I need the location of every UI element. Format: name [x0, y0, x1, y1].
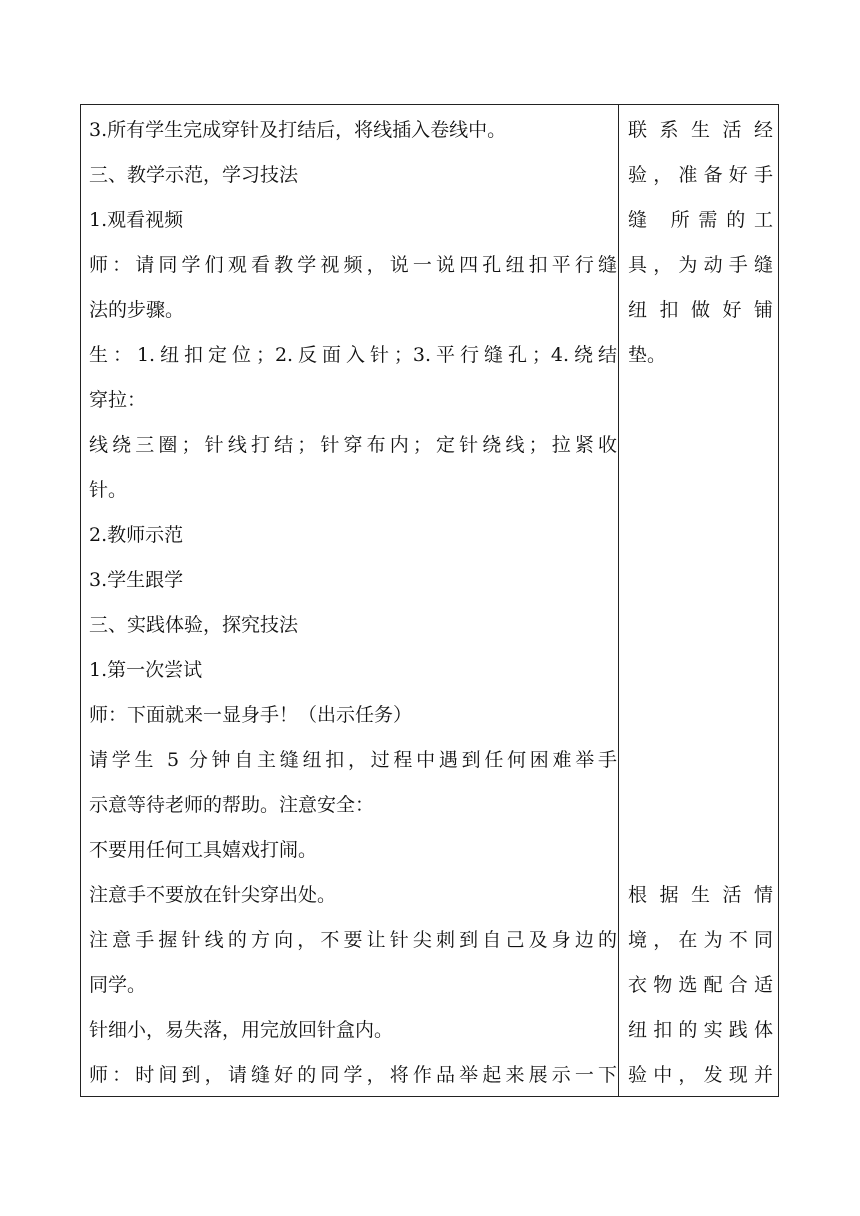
right-note-2-line-5: 验中，发现并: [628, 1064, 773, 1086]
right-note-2-line-4: 纽扣的实践体: [628, 1019, 773, 1041]
right-note-2-line-3: 衣物选配合适: [628, 974, 773, 996]
right-note-1-line-6: 垫。: [628, 344, 667, 366]
right-note-1-line-1: 联系生活经: [628, 119, 773, 141]
left-line-5: 法的步骤。: [89, 299, 185, 321]
left-line-18: 注意手不要放在针尖穿出处。: [89, 884, 337, 906]
left-line-6: 生：1.纽扣定位；2.反面入针；3.平行缝孔；4.绕结: [89, 344, 617, 366]
right-note-1-line-4: 具，为动手缝: [628, 254, 773, 276]
right-note-2-line-2: 境，在为不同: [628, 929, 773, 951]
left-line-1: 3.所有学生完成穿针及打结后，将线插入卷线中。: [89, 119, 507, 141]
right-note-1-line-3: 缝 所需的工: [628, 209, 773, 231]
left-line-17: 不要用任何工具嬉戏打闹。: [89, 839, 318, 861]
left-line-13: 1.第一次尝试: [89, 659, 203, 681]
left-line-8: 线绕三圈；针线打结；针穿布内；定针绕线；拉紧收: [89, 434, 617, 456]
left-line-16: 示意等待老师的帮助。注意安全：: [89, 794, 375, 816]
left-line-14: 师：下面就来一显身手！（出示任务）: [89, 704, 413, 726]
left-line-21: 针细小，易失落，用完放回针盒内。: [89, 1019, 394, 1041]
left-line-11: 3.学生跟学: [89, 569, 184, 591]
left-line-20: 同学。: [89, 974, 147, 996]
lesson-table: [80, 104, 779, 1097]
right-note-1-line-5: 纽扣做好铺: [628, 299, 773, 321]
left-line-3: 1.观看视频: [89, 209, 184, 231]
right-note-2-line-1: 根据生活情: [628, 884, 773, 906]
right-note-1-line-2: 验，准备好手: [628, 164, 773, 186]
left-line-2: 三、教学示范，学习技法: [89, 164, 299, 186]
column-divider: [618, 105, 619, 1096]
left-line-12: 三、实践体验，探究技法: [89, 614, 299, 636]
left-line-22: 师：时间到，请缝好的同学，将作品举起来展示一下: [89, 1064, 617, 1086]
left-line-7: 穿拉：: [89, 389, 147, 411]
left-line-4: 师：请同学们观看教学视频，说一说四孔纽扣平行缝: [89, 254, 617, 276]
left-line-15: 请学生 5 分钟自主缝纽扣，过程中遇到任何困难举手: [89, 749, 617, 771]
left-line-10: 2.教师示范: [89, 524, 184, 546]
left-line-9: 针。: [89, 479, 128, 501]
left-line-19: 注意手握针线的方向，不要让针尖刺到自己及身边的: [89, 929, 617, 951]
